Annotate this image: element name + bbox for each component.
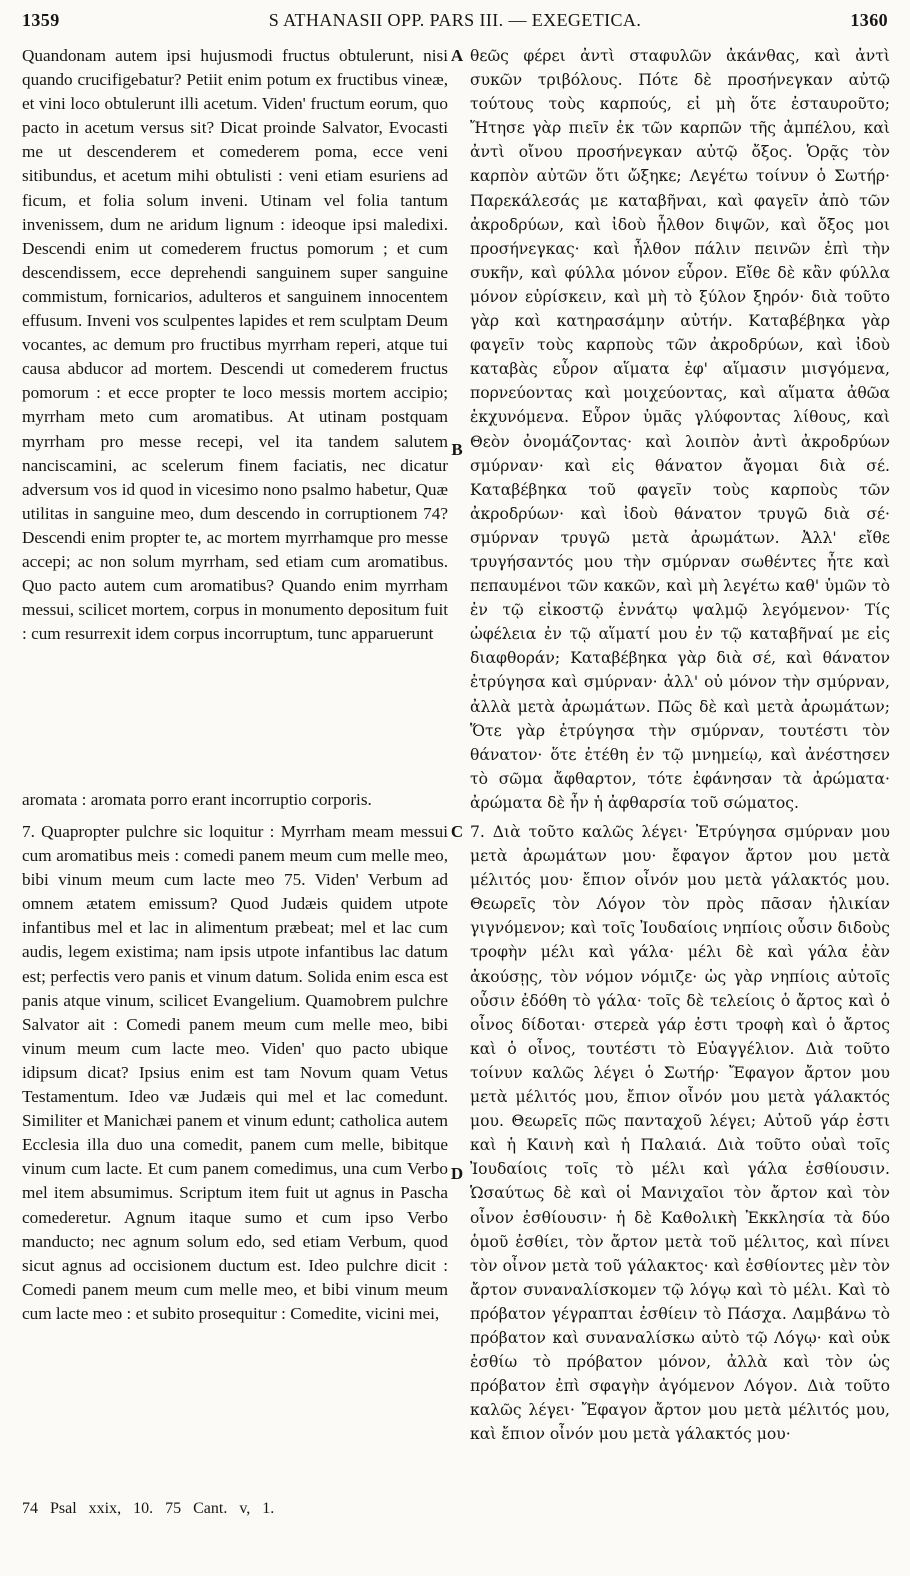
margin-letter-a: A: [450, 46, 464, 65]
footnotes: 74 Psal xxix, 10. 75 Cant. v, 1.: [22, 1500, 275, 1517]
greek-column-section-2: [470, 820, 890, 1446]
greek-paragraph-2: 7. Διὰ τοῦτο καλῶς λέγει· Ἐτρύγησα σμύρναν μου μετὰ ἀρωμάτων μου· ἔφαγον ἄρτον μου μετὰ μέλιτός μου· ἔπιον οἶνόν μου μετὰ γάλακτός μου. Θεωρεῖς τὸν Λόγον τὸν πρὸς πᾶσαν ἡλικίαν γιγνόμενον; καὶ τοῖς Ἰουδαίοις νηπίοις οὖσιν διδοὺς τροφὴν μέλι καὶ γάλα· μέλι δὲ καὶ γάλα ἐὰν ἀκούσῃς, τὸν νόμον νόμιζε· ὡς γὰρ νηπίοις αὐτοῖς οὖσιν ἐδόθη τὸ γάλα· τοῖς δὲ τελείοις ὁ ἄρτος καὶ ὁ οἶνος δίδοται· στερεὰ γάρ ἐστι τροφὴ καὶ ὁ ἄρτος καὶ ὁ οἶνος, τουτέστι τὸ Εὐαγγέλιον. Διὰ τοῦτο τοίνυν καλῶς λέγει ὁ Σωτήρ· Ἔφαγον ἄρτον μου μετὰ μέλιτός μου, ἔπιον οἶνόν μου μετὰ γάλακτός μου. Θεωρεῖς πῶς πανταχοῦ λέγει; Αὐτοῦ γάρ ἐστι καὶ ἡ Καινὴ καὶ ἡ Παλαιά. Διὰ τοῦτο οὐαὶ τοῖς Ἰουδαίοις τοῖς τὸ μέλι καὶ γάλα ἐσθίουσιν. Ὡσαύτως δὲ καὶ οἱ Μανιχαῖοι τὸν ἄρτον καὶ τὸν οἶνον ἐσθίουσιν· ἡ δὲ Καθολικὴ Ἐκκλησία τὰ δύο ὁμοῦ ἐσθίει, τὸν ἄρτον μετὰ τοῦ μέλιτος, καὶ πίνει τὸν οἶνον μετὰ τοῦ γάλακτος· καὶ ἐσθίοντες μὲν τὸν ἄρτον συναναλίσκομεν τῷ λόγῳ καὶ τὸ μέλι. Καὶ τὸ πρόβατον γέγραπται ἐσθίειν τὸ Πάσχα. Λαμβάνω τὸ πρόβατον καὶ συναναλίσκω αὐτὸ τῷ Λόγῳ· καὶ οὐκ ἐσθίω τὸ πρόβατον μόνον, ἀλλὰ καὶ τὸν ὡς πρόβατον ἐπὶ σφαγὴν ἀγόμενον Λόγον. Διὰ τοῦτο καλῶς λέγει· Ἔφαγον ἄρτον μου μετὰ μέλιτός μου, καὶ ἔπιον οἶνόν μου μετὰ γάλακτός μου·: [470, 823, 890, 1444]
left-page-number: 1359: [22, 10, 60, 30]
greek-paragraph-1: θεῶς φέρει ἀντὶ σταφυλῶν ἀκάνθας, καὶ ἀντὶ συκῶν τριβόλους. Πότε δὲ προσήνεγκαν αὐτῷ τούτους τοὺς καρπούς, εἰ μὴ ὅτε ἐσταυροῦτο; Ἤτησε γὰρ πιεῖν ἐκ τῶν καρπῶν τῆς ἀμπέλου, καὶ ἀντὶ οἴνου προσήνεγκαν αὐτῷ ὄξος. Ὁρᾷς τὸν καρπὸν αὐτῶν ὅτι ὤξηκε; Λεγέτω τοίνυν ὁ Σωτήρ· Παρεκάλεσάς με καταβῆναι, καὶ φαγεῖν ἀπὸ τῶν ἀκροδρύων, καὶ ἰδοὺ ἦλθον διψῶν, καὶ ὄξος μοι προσήνεγκας· καὶ ἦλθον πάλιν πεινῶν ἐπὶ τὴν συκῆν, καὶ φύλλα μόνον εὗρον. Εἴθε δὲ κἂν φύλλα μόνον εὑρίσκειν, καὶ μὴ τὸ ξύλον ξηρόν· διὰ τοῦτο γὰρ καὶ κατηρασάμην αὐτήν. Καταβέβηκα γὰρ φαγεῖν τοὺς καρποὺς τῶν ἀκροδρύων, καὶ ἰδοὺ καταβὰς εὗρον αἵματα ἐφ' αἵμασιν μισγόμενα, πορνεύοντας καὶ μοιχεύοντας, καὶ αἵματα ἀθῶα ἐκχυνόμενα. Εὗρον ὑμᾶς γλύφοντας λίθους, καὶ Θεὸν ὀνομάζοντας· καὶ λοιπὸν ἀντὶ ἀκροδρύων σμύρναν· καὶ εἰς θάνατον ἄγομαι διὰ σέ. Καταβέβηκα τοῦ φαγεῖν τοὺς καρποὺς τῶν ἀκροδρύων· καὶ ἰδοὺ θάνατον τρυγῶ διὰ σέ· σμύρναν τρυγῶ μετὰ ἀρωμάτων. Ἀλλ' εἴθε τρυγήσαντός μου τὴν σμύρναν σωθέντες ἦτε καὶ πεπαυμένοι τῶν κακῶν, καὶ μὴ λεγέτω καθ' ὑμῶν τὸ ἐν τῷ εἰκοστῷ ἐννάτῳ ψαλμῷ λεγόμενον· Τίς ὠφέλεια ἐν τῷ αἵματί μου ἐν τῷ καταβῆναί με εἰς διαφθοράν; Καταβέβηκα γὰρ διὰ σέ, καὶ θάνατον ἐτρύγησα καὶ σμύρναν· ἀλλ' οὐ μόνον τὴν σμύρναν, ἀλλὰ μετὰ ἀρωμάτων. Πῶς δὲ καὶ μετὰ ἀρωμάτων; Ὅτε γὰρ ἐτρύγησα τὴν σμύρναν, τουτέστι τὸν θάνατον· ὅτε ἐτέθη ἐν τῷ μνημείῳ, καὶ ἀνέστησεν τὸ σῶμα ἄφθαρτον, τότε ἐφάνησαν τὰ ἀρώματα· ἀρώματα δὲ ἦν ἡ ἀφθαρσία τοῦ σώματος.: [470, 47, 890, 812]
latin-column-section-1: [22, 44, 448, 646]
latin-paragraph-2: 7. Quapropter pulchre sic loquitur : Myrrham meam messui cum aromatibus meis : comedi panem meum cum melle meo, bibi vinum meum cum lacte meo 75. Viden' Verbum ad omnem ætatem emissum? Quod Judæis quidem utpote infantibus mel et lac in alimentum præbeat; mel et lac cum audis, legem existima; nam ipsis utpote infantibus lac datum est; perfectis vero panis et vinum datum. Solida enim esca est panis atque vinum, scilicet Evangelium. Quamobrem pulchre Salvator ait : Comedi panem meum cum melle meo, bibi vinum meum cum lacte meo. Viden' quo pacto ubique idipsum dicat? Ipsius enim est tam Novum quam Vetus Testamentum. Ideo væ Judæis qui mel et lac comedunt. Similiter et Manichæi panem et vinum edunt; catholica autem Ecclesia illa duo una comedit, panem cum melle, bibitque vinum cum lacte. Et cum panem comedimus, una cum Verbo mel item absumimus. Scriptum item fuit ut agnus in Pascha comederetur. Agnum itaque sumo et cum ipso Verbo manducto; nec agnum solum edo, sed etiam Verbum, quod sicut agnus ad occisionem ductum est. Ideo pulchre dicit : Comedi panem meum cum melle meo, et bibi vinum meum cum lacte meo : et subito prosequitur : Comedite, vicini mei,: [22, 822, 448, 1323]
margin-letter-b: B: [451, 440, 463, 459]
latin-paragraph-1: Quandonam autem ipsi hujusmodi fructus obtulerunt, nisi quando crucifigebatur? Petiit enim potum ex fructibus vineæ, et vini loco obtulerunt illi acetum. Viden' fructum eorum, quo pacto in acetum versus sit? Dicat proinde Salvator, Evocasti me ut descenderem et comederem poma, ecce veni sitibundus, et acetum mihi obtulisti : veni etiam esuriens ad ficum, et folia solum inveni. Utinam vel folia tantum invenissem, dum ne aridum lignum : ideoque ipsi maledixi. Descendi enim ut comederem fructus pomorum ; et cum descendissem, ecce deprehendi sanguinem super sanguine commistum, fornicarios, adulteros et sanguinem innocentem effusum. Inveni vos sculpentes lapides et rem sculptam Deum vocantes, ac demum pro fructibus myrrham reperi, atque tui causa abducor ad mortem. Descendi ut comederem fructus pomorum : et ecce propter te loco messis mortem accipio; myrrham meto cum aromatibus. At utinam postquam myrrham pro messe recepi, vel ita tandem salutem nanciscamini, ac scelerum finem faciatis, nec dicatur adversum vos id quod in vicesimo nono psalmo habetur, Quæ utilitas in sanguine meo, dum descendo in corruptionem 74? Descendi enim propter te, ac mortem myrrhamque pro messe accepi; ac non solum myrrham, sed etiam cum aromatibus. Quo pacto autem cum aromatibus? Quando enim myrrham messui, scilicet mortem, corpus in monumento depositum fuit : cum resurrexit idem corpus incorruptum, tunc apparuerunt: [22, 46, 448, 644]
running-header: [22, 10, 888, 36]
latin-section-1-last-line: aromata : aromata porro erant incorruptio corporis.: [22, 790, 372, 809]
margin-letter-d: D: [450, 1164, 464, 1183]
margin-letter-c: C: [450, 822, 464, 841]
latin-column-section-2: [22, 820, 448, 1326]
right-page-number: 1360: [850, 10, 888, 30]
greek-column-section-1: [470, 44, 890, 815]
running-title: S ATHANASII OPP. PARS III. — EXEGETICA.: [268, 10, 642, 30]
